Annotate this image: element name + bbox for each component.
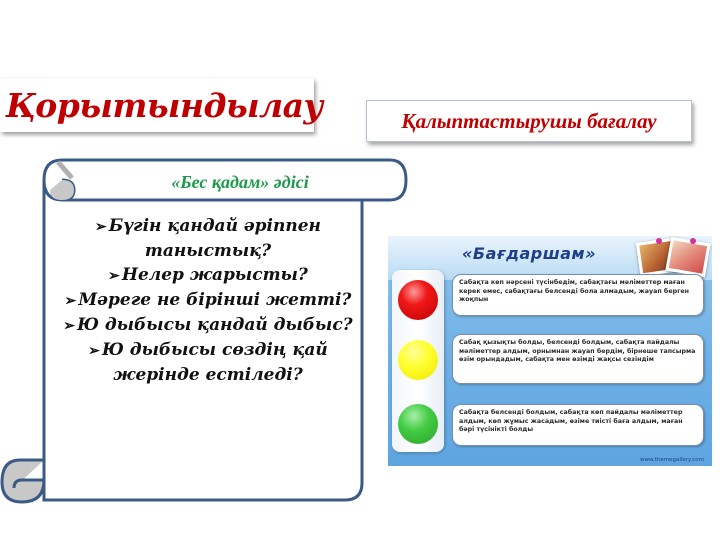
slide-title-box (0, 78, 323, 132)
watermark: www.themegallery.com (639, 457, 704, 463)
arrow-bullet-icon: ➢ (88, 343, 100, 359)
arrow-bullet-icon: ➢ (95, 219, 107, 235)
question-item (62, 214, 354, 263)
question-text: Мәреге не бірінші жетті? (78, 290, 352, 310)
traffic-light-title: «Бағдаршам» (462, 244, 597, 263)
photo-thumbnail (665, 237, 710, 277)
question-text: Бүгін қандай әріппен таныстық? (108, 216, 321, 261)
green-light-icon (398, 404, 438, 444)
red-light-icon (398, 280, 438, 320)
question-item (62, 288, 354, 313)
evaluation-label-box (366, 100, 692, 142)
question-item (62, 338, 354, 387)
arrow-bullet-icon: ➢ (108, 268, 120, 284)
pin-icon (690, 238, 696, 244)
question-item (62, 313, 354, 338)
red-light-description: Сабақта көп нәрсені түсінбедім, сабақтағы мәліметтер маған керек емес, сабақтағы белсенді бола алмадым, жауап берген жоқпын (452, 274, 704, 316)
question-text: Ю дыбысы қандай дыбыс? (77, 315, 353, 335)
arrow-bullet-icon: ➢ (64, 293, 77, 309)
slide-title: Қорытындылау (6, 85, 323, 125)
arrow-bullet-icon: ➢ (63, 318, 76, 334)
traffic-light-housing (392, 270, 444, 452)
scroll-title: «Бес қадам» әдісі (171, 172, 309, 192)
scroll-panel (0, 150, 410, 540)
yellow-light-description: Сабақ қызықты болды, белсенді болдым, сабақта пайдалы мәліметтер алдым, орнымнан жауап бердім, бірнеше тапсырма өзім орындадым, сабақта мен өзімді жақсы сезіндім (452, 334, 704, 384)
question-text: Ю дыбысы сөздің қай жерінде естіледі? (101, 340, 328, 385)
question-text: Нелер жарысты? (121, 265, 308, 285)
traffic-light-image (388, 236, 712, 466)
yellow-light-icon (398, 340, 438, 380)
pin-icon (656, 238, 662, 244)
question-item (62, 263, 354, 288)
evaluation-label: Қалыптастырушы бағалау (401, 108, 657, 133)
green-light-description: Сабақта белсенді болдым, сабақта көп пайдалы мәліметтер алдым, көп жұмыс жасадым, өзіме тиісті баға алдым, маған бәрі түсінікті болды (452, 404, 704, 446)
question-list (62, 214, 354, 387)
